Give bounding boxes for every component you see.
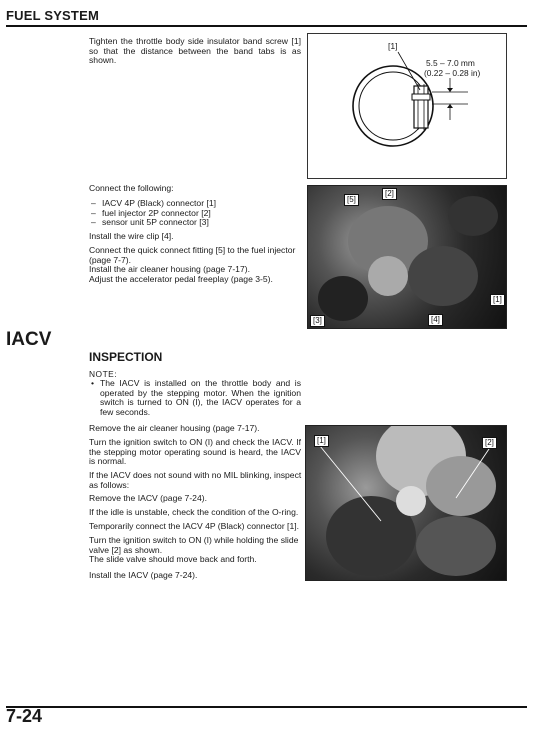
band-clamp-illustration: [308, 34, 506, 178]
inspection-step-4: Remove the IACV (page 7-24).: [89, 493, 207, 503]
note-text: The IACV is installed on the throttle body and is operated by the stepping motor. When the ignition switch is turned to ON (I), the IACV operates for a few seconds.: [100, 378, 301, 417]
subsection-title-inspection: INSPECTION: [89, 350, 163, 364]
photo1-callout-4: [4]: [428, 314, 443, 326]
inspection-step-9: Install the IACV (page 7-24).: [89, 570, 198, 580]
inspection-step-6: Temporarily connect the IACV 4P (Black) connector [1].: [89, 521, 300, 531]
band-diagram: [307, 33, 507, 179]
inspection-step-7: Turn the ignition switch to ON (I) while holding the slide valve [2] as shown.: [89, 535, 299, 555]
note-label: NOTE:: [89, 369, 118, 379]
inspection-step-1: Remove the air cleaner housing (page 7-17).: [89, 423, 260, 433]
inspection-step-5: If the idle is unstable, check the condition of the O-ring.: [89, 507, 299, 517]
photo1-callout-3: [3]: [310, 315, 325, 327]
inspection-step-3: If the IACV does not sound with no MIL blinking, inspect as follows:: [89, 470, 302, 490]
figure-callout-1: [1]: [388, 41, 398, 51]
photo2-callout-2: [2]: [482, 437, 497, 449]
section-header: FUEL SYSTEM: [6, 8, 99, 23]
connector-item-3: sensor unit 5P connector [3]: [102, 217, 209, 228]
connector-list-dash-3: –: [91, 217, 96, 228]
dimension-in: (0.22 – 0.28 in): [424, 68, 481, 78]
connector-photo: [307, 185, 507, 329]
dimension-mm: 5.5 – 7.0 mm: [426, 58, 475, 68]
connector-item-1: IACV 4P (Black) connector [1]: [102, 198, 216, 208]
note-bullet: •: [91, 378, 95, 388]
photo2-leader-lines: [306, 426, 507, 581]
section-title-iacv: IACV: [6, 329, 52, 350]
step-air-cleaner: Install the air cleaner housing (page 7-17).: [89, 264, 250, 274]
connector-item-2: fuel injector 2P connector [2]: [102, 207, 211, 218]
iacv-test-photo: [305, 425, 507, 581]
footer-rule: [6, 706, 527, 708]
connector-list-dash-1: –: [91, 198, 96, 208]
step-pedal-freeplay: Adjust the accelerator pedal freeplay (page 3-5).: [89, 274, 273, 284]
step-wire-clip: Install the wire clip [4].: [89, 231, 174, 241]
header-rule: [6, 25, 527, 27]
photo1-callout-1: [1]: [490, 294, 505, 306]
step-tighten-band: Tighten the throttle body side insulator band screw [1] so that the distance between the band tabs is as shown.: [89, 36, 301, 66]
inspection-step-2: Turn the ignition switch to ON (I) and check the IACV. If the stepping motor operating sound is heard, the IACV is normal.: [89, 437, 301, 467]
photo1-callout-5: [5]: [344, 194, 359, 206]
step-connect-intro: Connect the following:: [89, 183, 174, 193]
photo2-callout-1: [1]: [314, 435, 329, 447]
page-number: 7-24: [6, 706, 43, 726]
inspection-step-8: The slide valve should move back and forth.: [89, 554, 257, 564]
photo1-callout-2: [2]: [382, 188, 397, 200]
connector-list-dash-2: –: [91, 207, 96, 218]
step-quick-connect: Connect the quick connect fitting [5] to the fuel injector (page 7-7).: [89, 245, 296, 265]
